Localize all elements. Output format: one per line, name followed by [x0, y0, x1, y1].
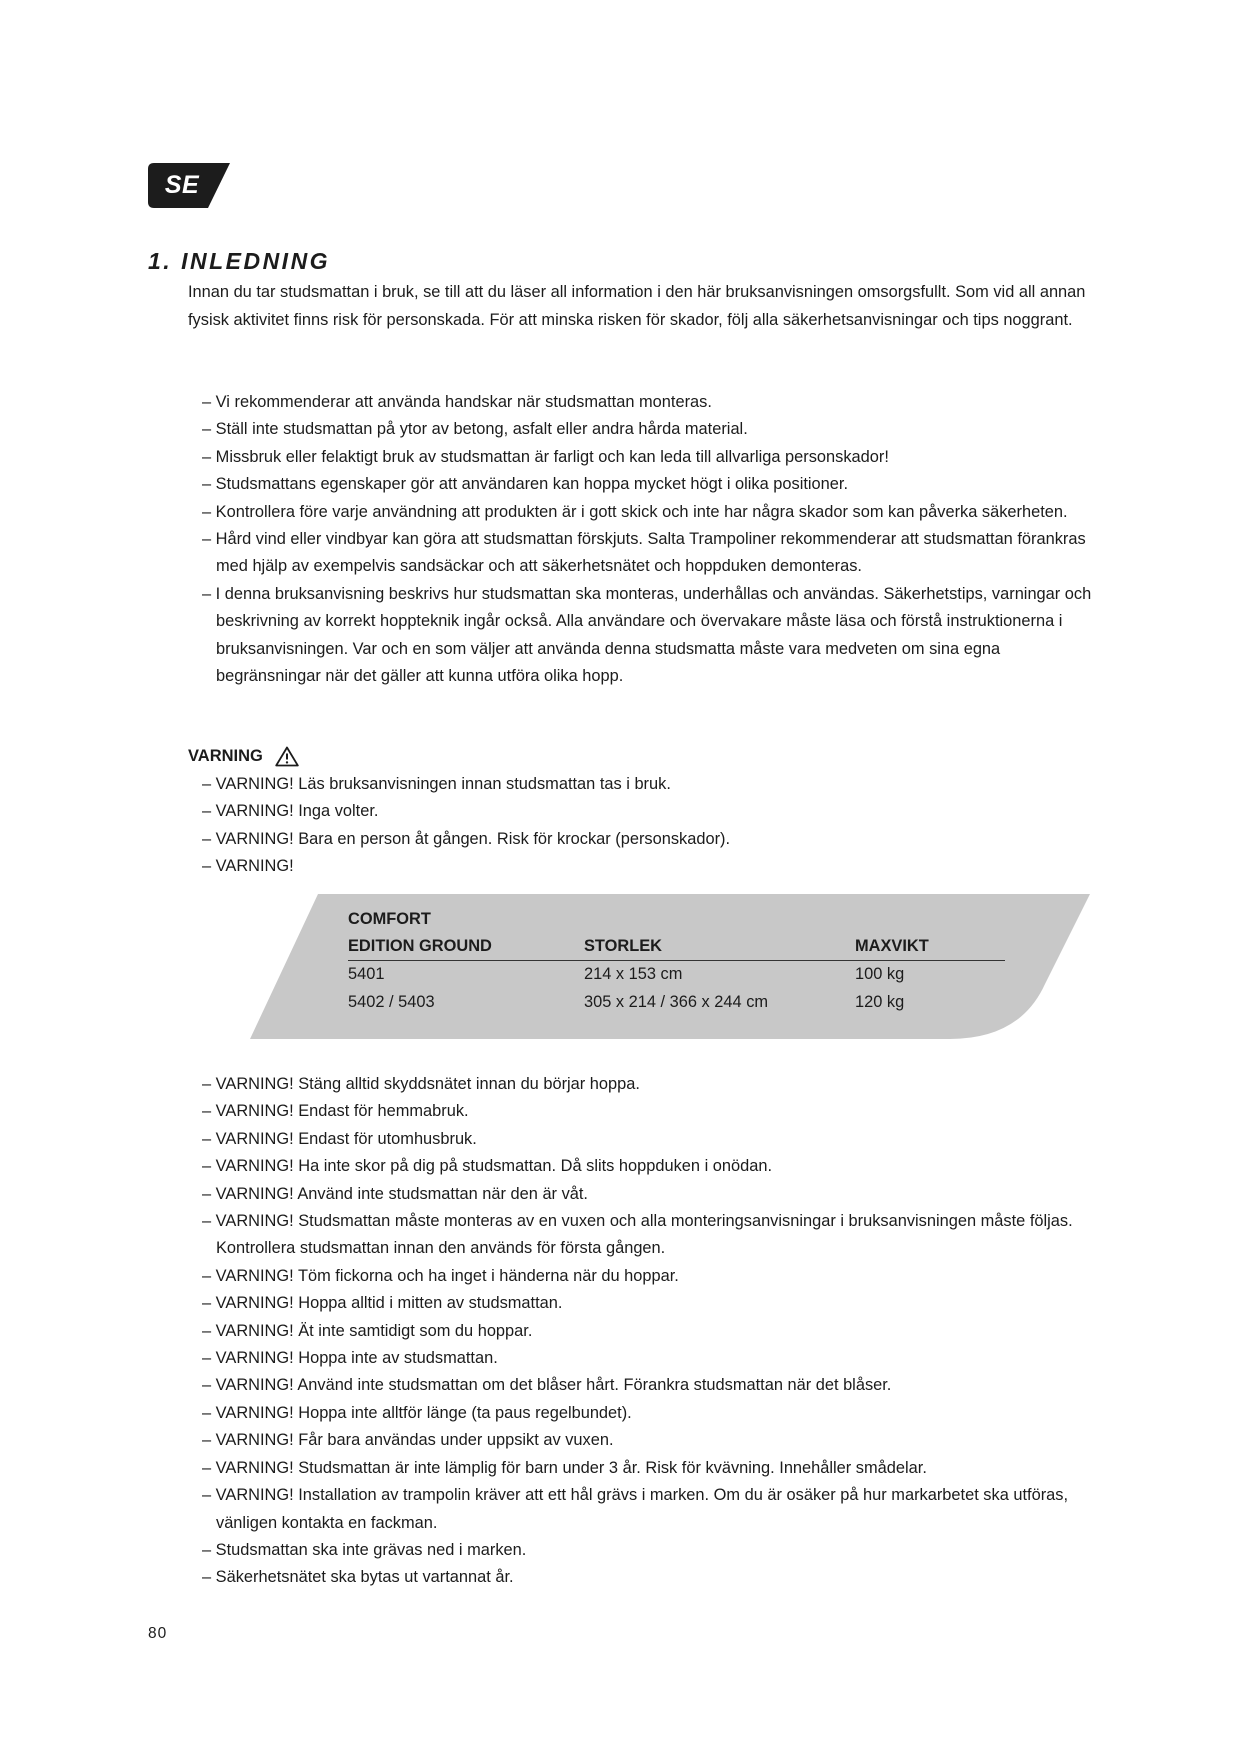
intro-list [202, 389, 1102, 690]
list-item: – Ställ inte studsmattan på ytor av betong, asfalt eller andra hårda material. [202, 420, 748, 439]
list-item: – VARNING! Ät inte samtidigt som du hoppar. [202, 1321, 533, 1340]
list-item: – VARNING! Endast för utomhusbruk. [202, 1129, 477, 1148]
model-cell: 5402 / 5403 [348, 992, 435, 1011]
list-item: – VARNING! Hoppa inte av studsmattan. [202, 1349, 498, 1368]
list-item: – VARNING! Studsmattan är inte lämplig för barn under 3 år. Risk för kvävning. Innehåller smådelar. [202, 1458, 927, 1477]
warning-list [202, 771, 1102, 881]
list-item: – VARNING! Bara en person åt gången. Risk för krockar (personskador). [202, 829, 731, 848]
list-item: – VARNING! Töm fickorna och ha inget i händerna när du hoppar. [202, 1266, 679, 1285]
spec-table-panel [250, 894, 1090, 1039]
list-item: – Kontrollera före varje användning att produkten är i gott skick och inte har några skador som kan påverka säkerheten. [202, 502, 1068, 521]
table-row [348, 961, 1005, 989]
list-item: – Missbruk eller felaktigt bruk av studsmattan är farligt och kan leda till allvarliga personskador! [202, 447, 889, 466]
language-badge [148, 163, 232, 208]
model-header-line2: EDITION GROUND [348, 937, 492, 955]
language-badge-label: SE [164, 171, 200, 199]
warning-heading [188, 742, 299, 770]
list-item: – VARNING! Inga volter. [202, 802, 379, 821]
list-item: – VARNING! Studsmattan måste monteras av en vuxen och alla monteringsanvisningar i bruksanvisningen måste följas. Kontrollera studsmattan innan den används för första gången. [202, 1212, 1073, 1258]
page-number: 80 [148, 1625, 168, 1642]
list-item: – VARNING! Endast för hemmabruk. [202, 1102, 469, 1121]
list-item: – VARNING! Får bara användas under uppsikt av vuxen. [202, 1431, 614, 1450]
list-item: – VARNING! Hoppa alltid i mitten av studsmattan. [202, 1294, 563, 1313]
list-item: – VARNING! Använd inte studsmattan när den är våt. [202, 1184, 588, 1203]
model-header-line1: COMFORT [348, 910, 431, 928]
max-weight-header: MAXVIKT [855, 906, 1005, 961]
list-item: – VARNING! Stäng alltid skyddsnätet innan du börjar hoppa. [202, 1075, 640, 1093]
model-header [348, 906, 584, 961]
table-row [348, 989, 1005, 1017]
list-item: – Studsmattan ska inte grävas ned i marken. [202, 1540, 527, 1559]
list-item: – Hård vind eller vindbyar kan göra att studsmattan förskjuts. Salta Trampoliner rekommenderar att studsmattan förankras med hjälp av exempelvis sandsäckar och att säkerhetsnätet och hoppduken demonteras. [202, 530, 1086, 576]
model-cell: 5401 [348, 965, 385, 983]
size-cell: 214 x 153 cm [584, 965, 683, 983]
list-item: – VARNING! Använd inte studsmattan om det blåser hårt. Förankra studsmattan när det blåser. [202, 1376, 892, 1395]
list-item: – Studsmattans egenskaper gör att användaren kan hoppa mycket högt i olika positioner. [202, 475, 849, 494]
list-item: – VARNING! Läs bruksanvisningen innan studsmattan tas i bruk. [202, 775, 671, 793]
list-item: – I denna bruksanvisning beskrivs hur studsmattan ska monteras, underhållas och användas. Säkerhetstips, varningar och beskrivning av korrekt hoppteknik ingår också. Alla användare och övervakare måste läsa och förstå instruktionerna i bruksanvisningen. Var och en som väljer att använda denna studsmatta måste vara medveten om sina egna begränsningar när det gäller att kunna utföra olika hopp. [202, 584, 1092, 686]
warning-heading-label: VARNING [188, 747, 263, 765]
section-title: 1. INLEDNING [148, 248, 331, 274]
list-item: – VARNING! Installation av trampolin kräver att ett hål grävs i marken. Om du är osäker på hur markarbetet ska utföras, vänligen kontakta en fackman. [202, 1486, 1069, 1532]
list-item: – VARNING! Hoppa inte alltför länge (ta paus regelbundet). [202, 1403, 632, 1422]
list-item: – Säkerhetsnätet ska bytas ut vartannat år. [202, 1568, 514, 1587]
list-item: – VARNING! Ha inte skor på dig på studsmattan. Då slits hoppduken i onödan. [202, 1157, 773, 1176]
max-weight-cell: 100 kg [855, 965, 905, 983]
list-item: – VARNING! [202, 857, 294, 876]
intro-paragraph: Innan du tar studsmattan i bruk, se till att du läser all information i den här bruksanvisningen omsorgsfullt. Som vid all annan fysisk aktivitet finns risk för personskada. För att minska risken för skador, följ alla säkerhetsanvisningar och tips noggrant. [188, 283, 1086, 329]
spec-table [348, 906, 1005, 1016]
size-header: STORLEK [584, 906, 855, 961]
list-item: – Vi rekommenderar att använda handskar när studsmattan monteras. [202, 393, 712, 411]
warning-list-2 [202, 1071, 1102, 1592]
size-cell: 305 x 214 / 366 x 244 cm [584, 992, 769, 1011]
warning-triangle-icon [275, 746, 299, 767]
max-weight-cell: 120 kg [855, 992, 905, 1011]
